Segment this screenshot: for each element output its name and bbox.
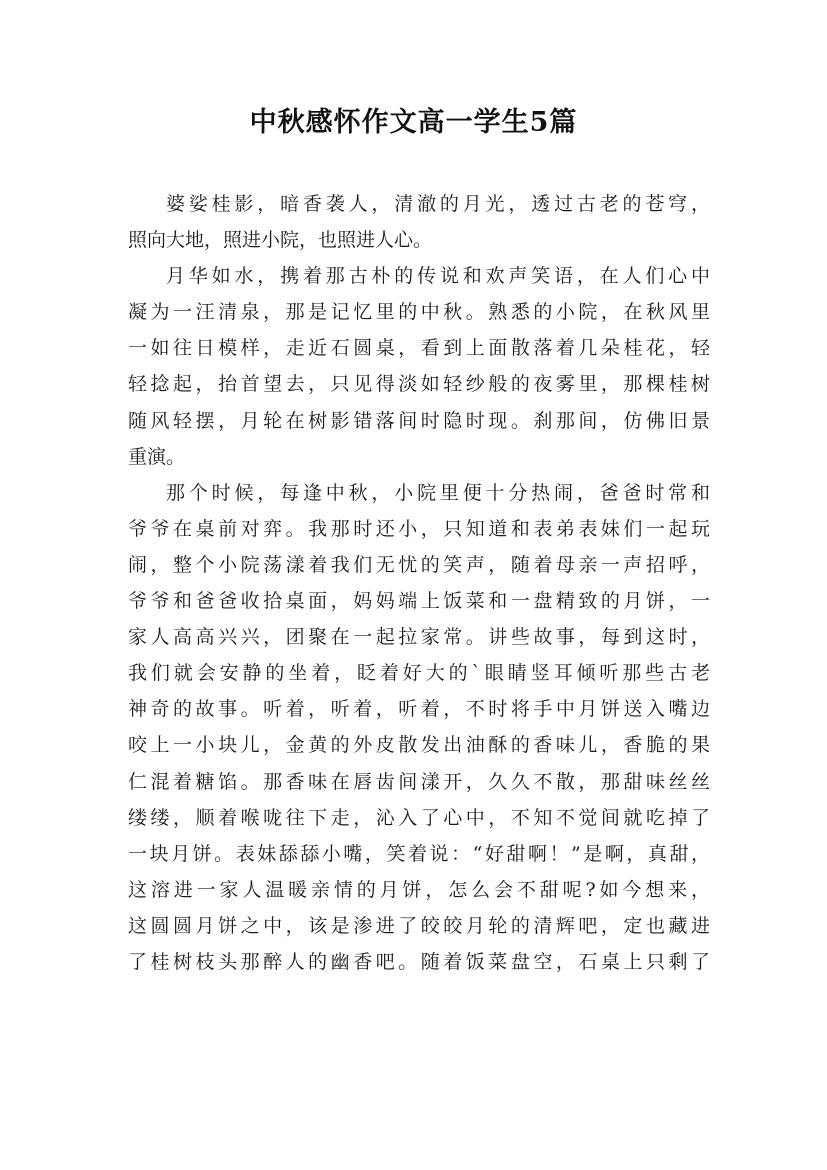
text-line: 重演。 — [128, 445, 186, 468]
text-line: 爷爷和爸爸收拾桌面，妈妈端上饭菜和一盘精致的月饼，一 — [128, 590, 710, 613]
text-line: 轻捻起，抬首望去，只见得淡如轻纱般的夜雾里，那棵桂树 — [128, 373, 710, 396]
text-line: 月华如水，携着那古朴的传说和欢声笑语，在人们心中 — [166, 265, 710, 288]
text-line: 一如往日模样，走近石圆桌，看到上面散落着几朵桂花，轻 — [128, 337, 710, 360]
text-line: 神奇的故事。听着，听着，听着，不时将手中月饼送入嘴边 — [128, 698, 710, 721]
text-line: 我们就会安静的坐着，眨着好大的`眼睛竖耳倾听那些古老 — [128, 662, 710, 685]
text-line: 闹，整个小院荡漾着我们无忧的笑声，随着母亲一声招呼， — [128, 553, 710, 576]
document-body — [128, 186, 710, 980]
text-line: 凝为一汪清泉，那是记忆里的中秋。熟悉的小院，在秋风里 — [128, 301, 710, 324]
text-line: 缕缕，顺着喉咙往下走，沁入了心中，不知不觉间就吃掉了 — [128, 806, 710, 829]
text-line: 这溶进一家人温暖亲情的月饼，怎么会不甜呢?如今想来， — [128, 878, 710, 901]
text-line: 照向大地，照进小院，也照进人心。 — [128, 229, 433, 252]
document-title: 中秋感怀作文高一学生5篇 — [249, 107, 578, 138]
text-line: 了桂树枝头那醉人的幽香吧。随着饭菜盘空，石桌上只剩了 — [128, 950, 710, 973]
text-line: 家人高高兴兴，团聚在一起拉家常。讲些故事，每到这时， — [128, 626, 710, 649]
text-line: 咬上一小块儿，金黄的外皮散发出油酥的香味儿，香脆的果 — [128, 734, 710, 757]
text-line: 一块月饼。表妹舔舔小嘴，笑着说：“好甜啊！”是啊，真甜， — [128, 842, 710, 865]
text-line: 婆娑桂影，暗香袭人，清澈的月光，透过古老的苍穹， — [166, 193, 710, 215]
text-line: 仁混着糖馅。那香味在唇齿间漾开，久久不散，那甜味丝丝 — [128, 770, 710, 793]
text-line: 这圆圆月饼之中，该是渗进了皎皎月轮的清辉吧，定也藏进 — [128, 914, 710, 937]
text-line: 那个时候，每逢中秋，小院里便十分热闹，爸爸时常和 — [166, 481, 710, 504]
text-line: 爷爷在桌前对弈。我那时还小，只知道和表弟表妹们一起玩 — [128, 517, 710, 540]
text-line: 随风轻摆，月轮在树影错落间时隐时现。刹那间，仿佛旧景 — [128, 409, 710, 432]
